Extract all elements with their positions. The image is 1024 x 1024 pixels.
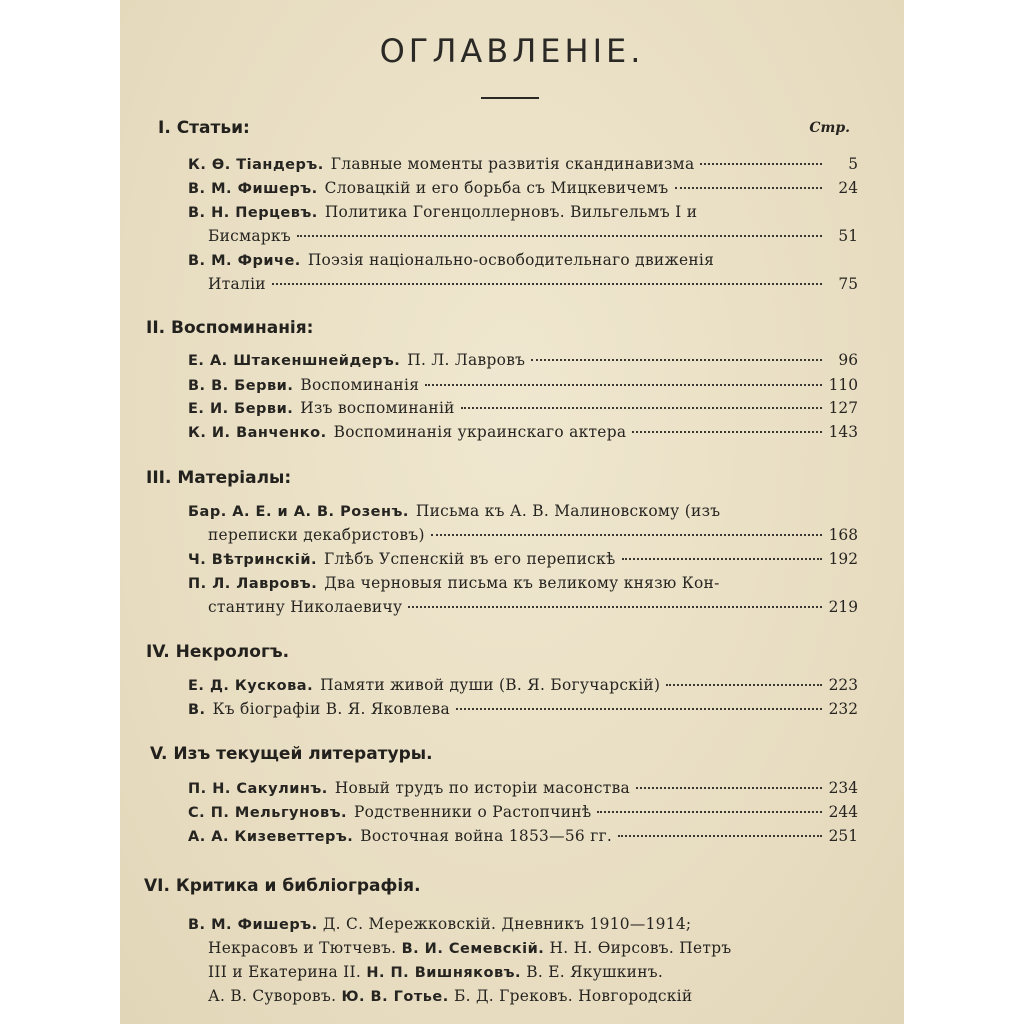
- toc-entry[interactable]: [208, 225, 858, 247]
- entry-author: В. М. Фишеръ.: [188, 181, 318, 197]
- bibliography-author: Ю. В. Готье.: [341, 989, 449, 1005]
- bibliography-text: [188, 913, 691, 936]
- entry-title: Воспоминанія украинскаго актера: [333, 423, 627, 441]
- toc-entry[interactable]: [208, 524, 858, 546]
- book-page: [120, 0, 904, 1024]
- section-heading: II. Воспоминанія:: [146, 318, 314, 338]
- bibliography-author: Н. П. Вишняковъ.: [366, 965, 522, 981]
- entry-page-number: 244: [828, 803, 858, 821]
- entry-title: Къ біографіи В. Я. Яковлева: [212, 700, 450, 718]
- entry-page-number: 223: [828, 676, 858, 694]
- entry-author: С. П. Мельгуновъ.: [188, 805, 348, 821]
- toc-entry[interactable]: [188, 349, 858, 371]
- entry-author: В. М. Фриче.: [188, 253, 301, 269]
- bibliography-line: [208, 961, 858, 983]
- entry-author: Бар. А. Е. и А. В. Розенъ.: [188, 504, 409, 520]
- section-heading: V. Изъ текущей литературы.: [150, 744, 433, 764]
- entry-title: Политика Гогенцоллерновъ. Вильгельмъ I и: [324, 203, 698, 221]
- section-heading: I. Статьи:: [158, 118, 250, 138]
- entry-author: Е. И. Берви.: [188, 401, 294, 417]
- toc-entry[interactable]: [188, 397, 858, 419]
- toc-entry[interactable]: [188, 500, 858, 522]
- entry-title: П. Л. Лавровъ: [407, 351, 526, 369]
- entry-author: В. Н. Перцевъ.: [188, 205, 318, 221]
- toc-entry[interactable]: [188, 698, 858, 720]
- dot-leader: [636, 787, 822, 789]
- bibliography-text: [208, 961, 663, 984]
- bibliography-title: В. Е. Якушкинъ.: [521, 963, 664, 981]
- bibliography-title: Б. Д. Грековъ. Новгородскій: [448, 987, 693, 1005]
- entry-page-number: 143: [828, 423, 858, 441]
- dot-leader: [622, 558, 822, 560]
- section-heading: VI. Критика и библіографія.: [144, 876, 421, 896]
- bibliography-title: Н. Н. Ѳирсовъ. Петръ: [544, 939, 732, 957]
- entry-title: Письма къ А. В. Малиновскому (изъ: [415, 502, 721, 520]
- entry-page-number: 75: [838, 275, 858, 293]
- toc-entry[interactable]: [188, 825, 858, 847]
- bibliography-title: Некрасовъ и Тютчевъ.: [208, 939, 402, 957]
- entry-author: К. И. Ванченко.: [188, 425, 327, 441]
- bibliography-line: [188, 913, 858, 935]
- entry-page-number: 234: [828, 779, 858, 797]
- entry-title: Глѣбъ Успенскій въ его перепискѣ: [324, 550, 616, 568]
- section-heading: III. Матеріалы:: [146, 468, 292, 488]
- toc-entry[interactable]: [188, 177, 858, 199]
- dot-leader: [675, 187, 823, 189]
- entry-title: переписки декабристовъ): [208, 526, 425, 544]
- toc-entry[interactable]: [188, 153, 858, 175]
- bibliography-author: В. М. Фишеръ.: [188, 917, 318, 933]
- entry-page-number: 110: [828, 376, 858, 394]
- toc-entry[interactable]: [188, 674, 858, 696]
- entry-page-number: 96: [838, 351, 858, 369]
- entry-page-number: 5: [848, 155, 858, 173]
- dot-leader: [425, 384, 822, 386]
- entry-title: Воспоминанія: [300, 376, 420, 394]
- entry-page-number: 232: [828, 700, 858, 718]
- entry-page-number: 219: [828, 598, 858, 616]
- dot-leader: [408, 606, 822, 608]
- dot-leader: [531, 359, 822, 361]
- toc-entry[interactable]: [188, 801, 858, 823]
- entry-page-number: 127: [828, 399, 858, 417]
- entry-title: Главные моменты развитія скандинавизма: [330, 155, 695, 173]
- entry-title: Два черновыя письма къ великому князю Кон-: [324, 574, 720, 592]
- entry-author: А. А. Кизеветтеръ.: [188, 829, 354, 845]
- dot-leader: [272, 283, 822, 285]
- toc-entry[interactable]: [188, 572, 858, 594]
- bibliography-author: В. И. Семевскій.: [401, 941, 545, 957]
- entry-title: стантину Николаевичу: [208, 598, 403, 616]
- page-title: ОГЛАВЛЕНІЕ.: [379, 32, 645, 70]
- entry-author: Е. А. Штакеншнейдеръ.: [188, 353, 401, 369]
- entry-author: Ч. Вѣтринскій.: [188, 552, 318, 568]
- dot-leader: [461, 407, 822, 409]
- entry-page-number: 168: [828, 526, 858, 544]
- dot-leader: [618, 835, 822, 837]
- entry-author: В.: [188, 702, 206, 718]
- title-rule: [481, 97, 539, 99]
- entry-author: В. В. Берви.: [188, 378, 294, 394]
- dot-leader: [666, 684, 822, 686]
- entry-title: Памяти живой души (В. Я. Богучарскій): [320, 676, 661, 694]
- bibliography-text: [208, 985, 692, 1008]
- bibliography-title: Д. С. Мережковскій. Дневникъ 1910—1914;: [317, 915, 692, 933]
- bibliography-title: III и Екатерина II.: [208, 963, 367, 981]
- dot-leader: [597, 811, 822, 813]
- entry-title: Словацкій и его борьба съ Мицкевичемъ: [324, 179, 669, 197]
- entry-title: Новый трудъ по исторіи масонства: [334, 779, 631, 797]
- dot-leader: [700, 163, 822, 165]
- toc-entry[interactable]: [208, 273, 858, 295]
- toc-entry[interactable]: [188, 421, 858, 443]
- page-column-label: Стр.: [809, 120, 850, 136]
- dot-leader: [456, 708, 822, 710]
- dot-leader: [431, 534, 822, 536]
- entry-title: Изъ воспоминаній: [300, 399, 455, 417]
- toc-entry[interactable]: [188, 777, 858, 799]
- toc-entry[interactable]: [188, 201, 858, 223]
- toc-entry[interactable]: [208, 596, 858, 618]
- entry-author: П. Л. Лавровъ.: [188, 576, 318, 592]
- entry-page-number: 51: [838, 227, 858, 245]
- dot-leader: [632, 431, 822, 433]
- entry-page-number: 24: [838, 179, 858, 197]
- entry-title: Италіи: [208, 275, 266, 293]
- entry-page-number: 192: [828, 550, 858, 568]
- section-heading: IV. Некрологъ.: [146, 642, 290, 662]
- toc-entry[interactable]: [188, 548, 858, 570]
- entry-title: Родственники о Растопчинѣ: [354, 803, 592, 821]
- entry-page-number: 251: [828, 827, 858, 845]
- entry-author: П. Н. Сакулинъ.: [188, 781, 328, 797]
- entry-title: Восточная война 1853—56 гг.: [360, 827, 613, 845]
- entry-author: К. Ө. Тіандеръ.: [188, 157, 324, 173]
- entry-author: Е. Д. Кускова.: [188, 678, 314, 694]
- bibliography-line: [208, 985, 858, 1007]
- entry-title: Бисмаркъ: [208, 227, 291, 245]
- bibliography-title: А. В. Суворовъ.: [208, 987, 342, 1005]
- dot-leader: [297, 235, 822, 237]
- toc-entry[interactable]: [188, 374, 858, 396]
- bibliography-line: [208, 937, 858, 959]
- bibliography-text: [208, 937, 731, 960]
- toc-entry[interactable]: [188, 249, 858, 271]
- entry-title: Поэзія національно-освободительнаго движенія: [307, 251, 715, 269]
